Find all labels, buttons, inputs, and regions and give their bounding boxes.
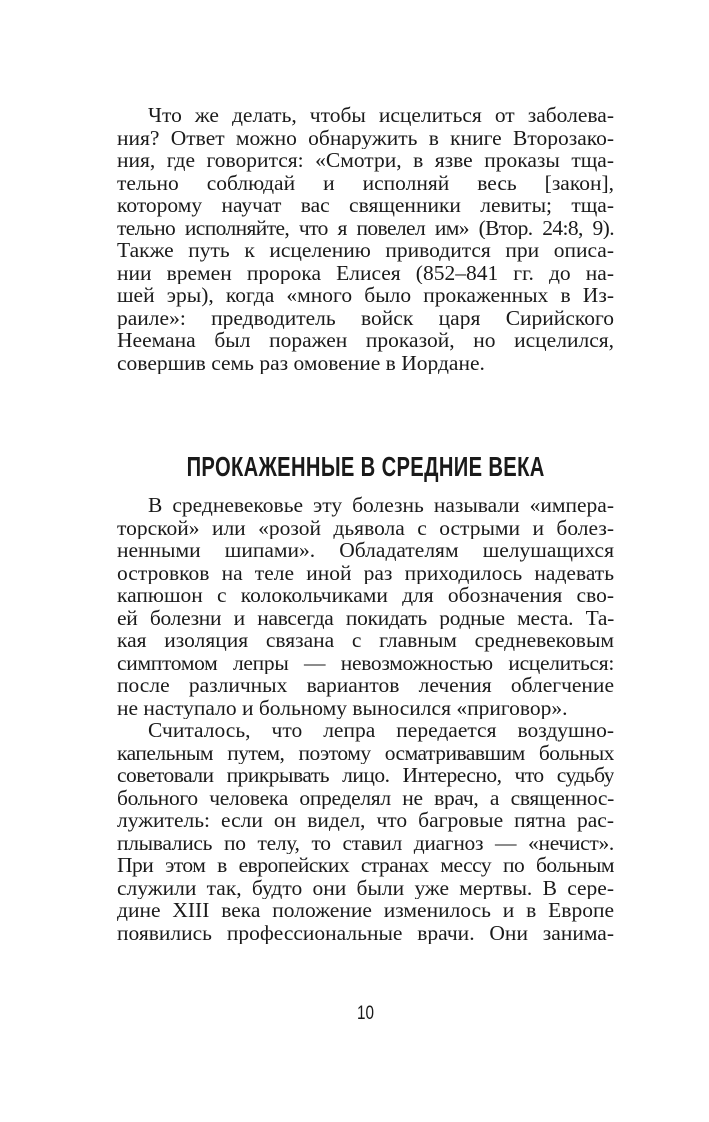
text-line: кая изоляция связана с главным средневековым [117,629,614,652]
text-line: служили так, будто они были уже мертвы. В сере- [117,876,614,899]
text-line: Неемана был поражен проказой, но исцелился, [117,329,614,352]
text-line: лужитель: если он видел, что багровые пятна рас- [117,809,614,832]
text-line: симптомом лепры — невозможностью исцелиться: [117,651,614,674]
text-line: торской» или «розой дьявола с острыми и болез- [117,516,614,539]
book-page [117,0,614,1122]
text-line: не наступало и больному выносился «приговор». [117,696,568,719]
text-line: ненными шипами». Обладателям шелушащихся [117,539,614,562]
text-line: больного человека определял не врач, а священнос- [117,786,614,809]
text-line: ния, где говорится: «Смотри, в язве проказы тща- [117,149,614,172]
text-line: после различных вариантов лечения облегчение [117,674,614,697]
text-line: В средневековье эту болезнь называли «импера- [148,494,614,517]
text-line: советовали прикрывать лицо. Интересно, что судьбу [117,764,614,787]
text-line: Что же делать, чтобы исцелиться от заболева- [148,104,614,127]
text-line: совершив семь раз омовение в Иордане. [117,351,485,374]
text-line: плывались по телу, то ставил диагноз — «нечист». [117,831,614,854]
text-line: капюшон с колокольчиками для обозначения сво- [117,584,614,607]
text-line: островков на теле иной раз приходилось надевать [117,561,614,584]
text-line: тельно исполняйте, что я повелел им» (Втор. 24:8, 9). [117,216,614,239]
text-line: Также путь к исцелению приводится при описа- [117,239,614,262]
text-line: дине XIII века положение изменилось и в Европе [117,899,614,922]
text-line: нии времен пророка Елисея (852–841 гг. до на- [117,261,614,284]
text-line: которому научат вас священники левиты; тща- [117,194,614,217]
text-line: появились профессиональные врачи. Они занима- [117,921,614,944]
text-line: При этом в европейских странах мессу по больным [117,854,614,877]
text-line: капельным путем, поэтому осматривавшим больных [117,741,614,764]
text-line: Считалось, что лепра передается воздушно- [148,719,614,742]
section-heading: ПРОКАЖЕННЫЕ В СРЕДНИЕ ВЕКА [186,451,545,482]
text-line: шей эры), когда «много было прокаженных в Из- [117,284,614,307]
text-line: ния? Ответ можно обнаружить в книге Второзако- [117,126,614,149]
page-number: 10 [357,1003,374,1024]
text-line: ей болезни и навсегда покидать родные места. Та- [117,606,614,629]
text-line: раиле»: предводитель войск царя Сирийского [117,306,614,329]
text-line: тельно соблюдай и исполняй весь [закон], [117,171,614,194]
